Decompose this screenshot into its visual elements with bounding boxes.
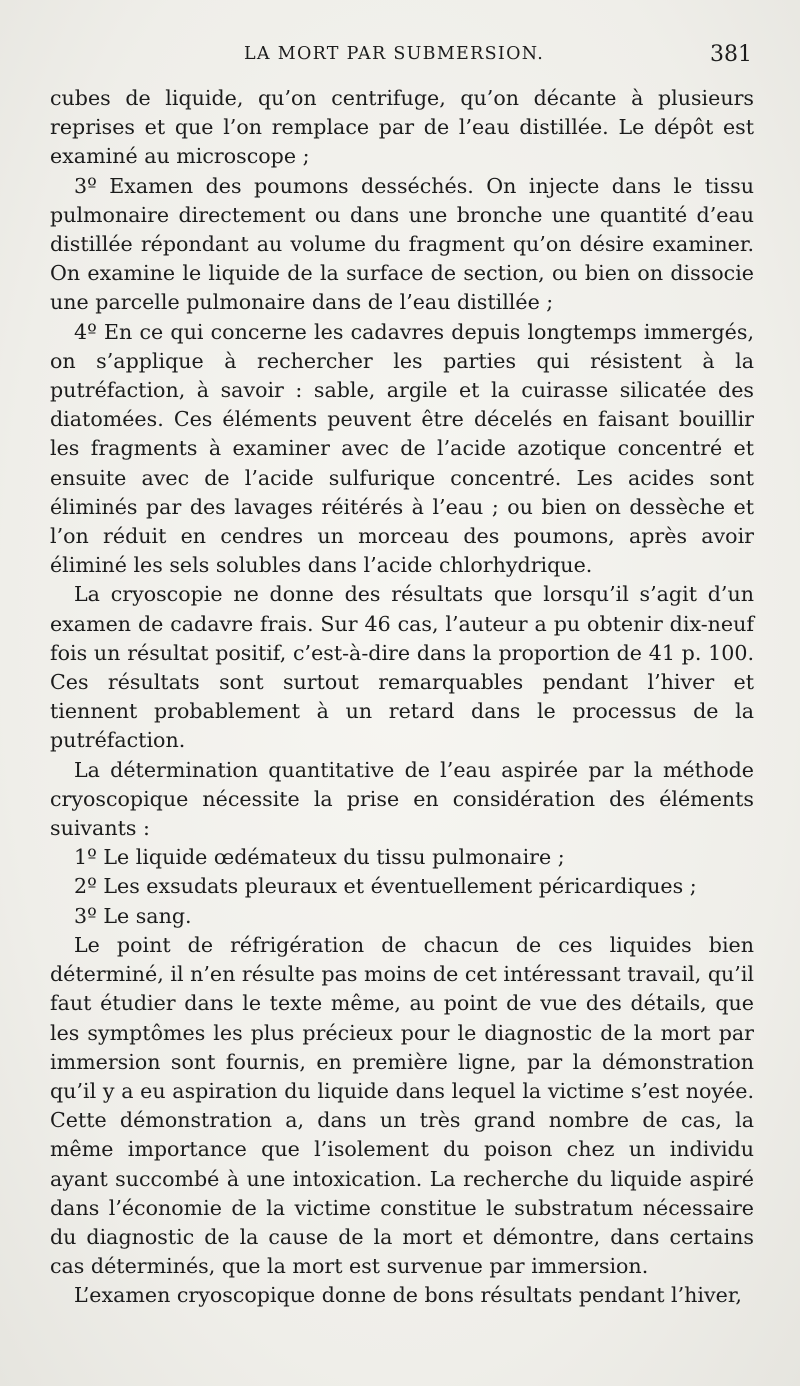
paragraph-conclusion: Le point de réfrigération de chacun de ces liquides bien déterminé, il n’en résulte pas moins de cet intéressant travail, qu’il faut étudier dans le texte même, au point de vue des détails, que les symptômes les plus précieux pour le diagnostic de la mort par immersion sont fournis, en première ligne, par la démonstration qu’il y a eu aspiration du liquide dans lequel la victime s’est noyée. Cette démonstration a, dans un très grand nombre de cas, la même importance que l’isolement du poison chez un individu ayant succombé à une intoxication. La recherche du liquide aspiré dans l’économie de la victime constitue le substratum nécessaire du diagnostic de la cause de la mort et démontre, dans certains cas déterminés, que la mort est survenue par immersion. (50, 932, 754, 1279)
list-item-3: 3º Le sang. (74, 903, 192, 928)
paragraph-item-3: 3º Examen des poumons desséchés. On injecte dans le tissu pulmonaire directement ou dans une bronche une quantité d’eau distillée répondant au volume du fragment qu’on désire examiner. On examine le liquide de la surface de section, ou bien on dissocie une parcelle pulmonaire dans de l’eau distillée ; (50, 173, 754, 315)
page-number: 381 (710, 42, 752, 67)
running-title: LA MORT PAR SUBMERSION. (244, 44, 545, 64)
paragraph-quantitative: La détermination quantitative de l’eau aspirée par la méthode cryoscopique nécessite la prise en considération des éléments suivants : (50, 757, 754, 841)
body-text (50, 84, 754, 1311)
paragraph-final: L’examen cryoscopique donne de bons résultats pendant l’hiver, (74, 1283, 742, 1308)
paragraph-continuation: cubes de liquide, qu’on centrifuge, qu’on décante à plusieurs reprises et que l’on remplace par de l’eau distillée. Le dépôt est examiné au microscope ; (50, 86, 754, 169)
page-header (0, 40, 800, 76)
list-item-2: 2º Les exsudats pleuraux et éventuellement péricardiques ; (74, 874, 697, 899)
list-item-1: 1º Le liquide œdémateux du tissu pulmonaire ; (74, 845, 565, 870)
paragraph-cryoscopy: La cryoscopie ne donne des résultats que lorsqu’il s’agit d’un examen de cadavre frais. Sur 46 cas, l’auteur a pu obtenir dix-neuf fois un résultat positif, c’est-à-dire dans la proportion de 41 p. 100. Ces résultats sont surtout remarquables pendant l’hiver et tiennent probablement à un retard dans le processus de la putréfaction. (50, 582, 754, 753)
paragraph-item-4: 4º En ce qui concerne les cadavres depuis longtemps immergés, on s’applique à rechercher les parties qui résistent à la putréfaction, à savoir : sable, argile et la cuirasse silicatée des diatomées. Ces éléments peuvent être décelés en faisant bouillir les fragments à examiner avec de l’acide azotique concentré et ensuite avec de l’acide sulfurique concentré. Les acides sont éliminés par des lavages réitérés à l’eau ; ou bien on dessèche et l’on réduit en cendres un morceau des poumons, après avoir éliminé les sels solubles dans l’acide chlorhydrique. (50, 319, 754, 578)
